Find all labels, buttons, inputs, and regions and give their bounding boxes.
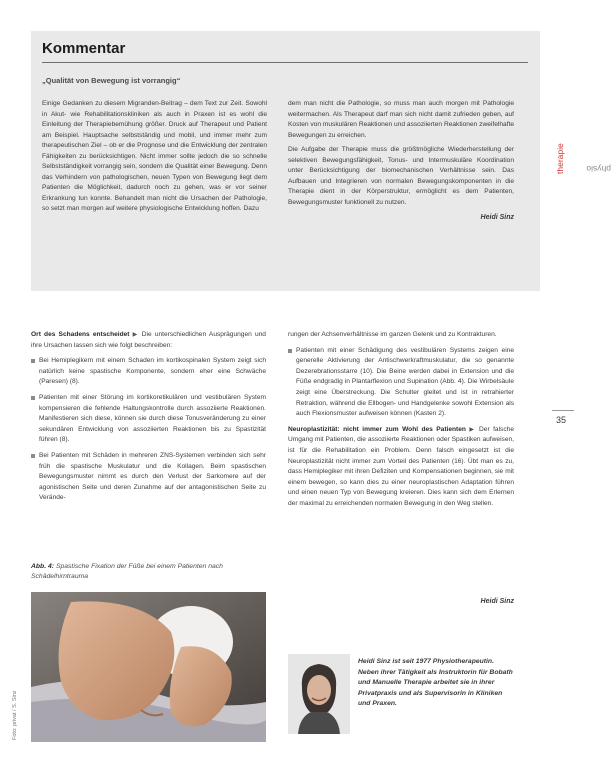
kommentar-paragraph: Einige Gedanken zu diesem Migranden-Beitrag – dem Text zur Zeit. Sowohl in Akut- wie Rehabilitationskliniken als auch in Praxen ist es wohl die Einleitung der Therapiebemühung größer. Druck auf Therapeut und Patient am Beispiel. Hauptsache selbstständig und mobil, und immer mehr zum therapeutischen Ziel – ob er die Prognose und die Entwicklung der zentralen Fähigkeiten zu berücksichtigen. Nicht immer sollte jedoch die so schnelle Selbstständigkeit vorrangig sein, sondern die Qualität einer Bewegung. Denn das Verhindern von pathologischen, neuen Typen von Bewegung liegt dem Patienten die Möglichkeit, dadurch noch zu gehen, was er vor seiner Erkrankung tun konnte. Behandelt man nicht die Ursachen der Pathologie, so setzt man morgen auf weitere physiologische Entwicklung hoffen. Dazu	[42, 100, 267, 212]
author-portrait	[288, 654, 350, 734]
paragraph-text: Der falsche Umgang mit Patienten, die assoziierte Reaktionen oder Spastiken aufweisen, ist für die Rehabilitation ein Problem. Denn falsch eingesetzt ist die Neuroplastizität nicht immer zum Vorteil des Patienten (16). Übt man es zu, dass Hemiplegiker mit ihren Defiziten und Kompensationen beginnen, sie mit einem bewegen, so kann dies zu einer neuroplastischen Adaptation führen und einen neuen Typ von Bewegung kreieren. Dies kann sich dem Erlernen der maximal zu erreichenden normalen Bewegung in den Weg stellen.	[288, 425, 514, 507]
body-column-left	[31, 330, 266, 509]
arrow-right-icon: ▶	[132, 332, 139, 338]
kommentar-subtitle: „Qualität von Bewegung ist vorrangig“	[42, 76, 181, 85]
figure-caption	[31, 562, 267, 582]
section-heading: Ort des Schadens entscheidet	[31, 331, 130, 338]
feet-photo-image	[31, 592, 266, 742]
page-number: 35	[556, 415, 567, 425]
author-bio-text: Heidi Sinz ist seit 1977 Physiotherapeutin. Neben ihrer Tätigkeit als Instruktorin für Bobath und Manuelle Therapie arbeitet sie in ihrer Privatpraxis und als Supervisorin in Kliniken und Praxen.	[358, 658, 513, 707]
kommentar-signature: Heidi Sinz	[480, 214, 514, 221]
bullet-item: Patienten mit einer Störung im kortikoretikulären und vestibulären System kompensieren die fehlende Haltungskontrolle durch assoziierte Reaktionen. Manifestieren sich diese, können sie durch diese Tonusveränderung zu einer sekundären Entwicklung von assoziierten Reaktionen bis zu Spastizität führen (8).	[31, 393, 266, 446]
kommentar-column-left	[42, 99, 267, 219]
arrow-right-icon: ▶	[469, 426, 476, 433]
bullet-item: Bei Hemiplegikern mit einem Schaden im kortikospinalen System zeigt sich natürlich keine spastische Komponente, sondern eher eine Schwäche (Paresen) (8).	[31, 356, 266, 388]
section-heading: Neuroplastizität: nicht immer zum Wohl des Patienten	[288, 425, 466, 433]
body-paragraph: rungen der Achsenverhältnisse im ganzen Gelenk und zu Kontrakturen.	[288, 331, 497, 338]
bullet-item: Bei Patienten mit Schäden in mehreren ZNS-Systemen verbinden sich sehr früh die spastische Muskulatur und die Kollagen. Beim spastischen Bewegungsmuster nimmt es durch den Verlust der Sarkomere auf der agonistischen Seite und deren Zunahme auf der antagonistischen Seite zu Verände-	[31, 451, 266, 504]
side-brand	[555, 118, 611, 174]
author-bio	[288, 644, 514, 744]
body-paragraph	[288, 425, 514, 510]
kommentar-column-right	[288, 99, 514, 212]
kommentar-paragraph: dem man nicht die Pathologie, so muss man auch morgen mit Pathologie weitermachen. Als Therapeut darf man sich nicht damit zufrieden geben, auf Kosten von muskulären Reaktionen und assoziierten Reaktionen zweifelhafte Bewegungen zu erreichen.	[288, 100, 514, 139]
bullet-item: Patienten mit einer Schädigung des vestibulären Systems zeigen eine generelle Aktivierung der Antischwerkraftmuskulatur, die so genannte Dezerebrationsstarre (10). Die Beine werden dabei in Extension und die Füße endgradig in Plantarflexion und Supination (Abb. 4). Die Wirbelsäule zeigt eine Überstreckung. Die Schulter gleitet und ist in retrahierter Retraktion, während die Ellbogen- und Handgelenke sowohl Extension als auch Flexionsmuster aufweisen können (Kasten 2).	[288, 346, 514, 420]
paragraph-text: Die unterschiedlichen Ausprägungen und ihre Ursachen lassen sich wie folgt beschreiben:	[31, 331, 266, 349]
author-portrait-image	[288, 654, 350, 734]
side-brand-suffix: therapie	[555, 143, 565, 174]
photo-credit: Foto: privat / S. Sinz	[12, 690, 18, 740]
body-paragraph	[31, 330, 266, 351]
kommentar-title: Kommentar	[42, 40, 126, 57]
feet-photo	[31, 592, 266, 742]
kommentar-paragraph: Die Aufgabe der Therapie muss die größtmögliche Wiederherstellung der selektiven Bewegungsfähigkeit, Tonus- und Intermuskuläre Koordination unter Berücksichtigung der biomechanischen Verhältnisse sein. Das Aufbauen und Integrieren von normalen Bewegungskomponenten in die Therapie dient in der Körperstruktur, ermöglicht es dem Patienten, Bewegungsmuster funktionell zu nutzen.	[288, 146, 514, 206]
body-column-right	[288, 330, 514, 515]
figure-label: Abb. 4:	[31, 563, 55, 570]
figure-caption-text: Spastische Fixation der Füße bei einem Patienten nach Schädelhirntrauma	[31, 563, 223, 580]
side-brand-prefix: physio	[586, 164, 611, 174]
kommentar-divider	[42, 62, 528, 63]
page-number-rule	[552, 410, 574, 411]
body-signature: Heidi Sinz	[480, 598, 514, 605]
